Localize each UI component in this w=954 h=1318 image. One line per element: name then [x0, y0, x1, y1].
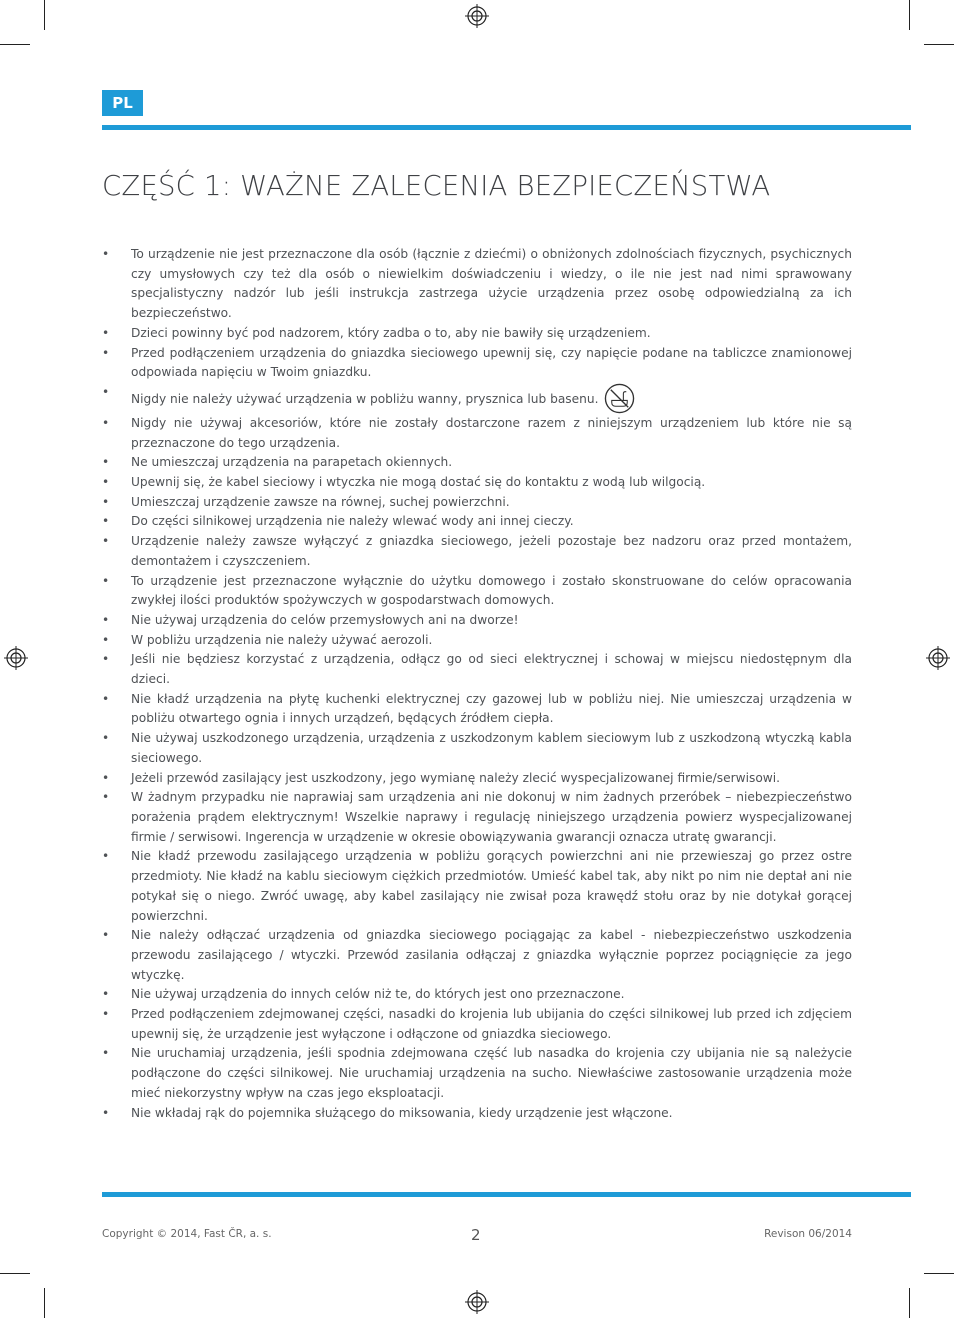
registration-mark-icon	[926, 646, 950, 670]
no-bath-icon	[604, 383, 635, 414]
list-item	[102, 245, 852, 324]
crop-mark	[909, 0, 910, 30]
bullet: •	[102, 928, 110, 943]
bullet: •	[102, 987, 110, 1002]
crop-mark	[0, 44, 30, 45]
list-item	[102, 493, 852, 513]
bullet: •	[102, 415, 110, 430]
list-item	[102, 690, 852, 729]
list-item-text: Jeśli nie będziesz korzystać z urządzenia, odłącz go od sieci elektrycznej i schowaj w miejscu niedostępnym dla dzieci.	[131, 652, 852, 687]
bullet: •	[102, 691, 110, 706]
bullet: •	[102, 475, 110, 490]
registration-mark-icon	[465, 1290, 489, 1314]
list-item-text: Urządzenie należy zawsze wyłączyć z gniazdka sieciowego, jeżeli pozostaje bez nadzoru oraz przed montażem, demontażem i czyszczeniem.	[131, 534, 852, 568]
bullet: •	[102, 455, 110, 470]
bullet: •	[102, 1105, 110, 1120]
header-rule	[102, 125, 911, 130]
list-item	[102, 572, 852, 611]
page-number: 2	[471, 1226, 481, 1244]
list-item-text: Nie kładź urządzenia na płytę kuchenki elektrycznej czy gazowej lub w pobliżu niej. Nie umieszczaj urządzenia w pobliżu otwartego ognia i innych urządzeń, będących źródłem ciepła.	[131, 691, 852, 726]
list-item	[102, 1104, 852, 1124]
list-item	[102, 847, 852, 926]
crop-mark	[44, 0, 45, 30]
copyright-text: Copyright © 2014, Fast ČR, a. s.	[102, 1228, 272, 1240]
list-item	[102, 453, 852, 473]
list-item-text: To urządzenie jest przeznaczone wyłącznie do użytku domowego i zostało skonstruowane do celów opracowania zwykłej ilości produktów spożywczych w gospodarstwach domowych.	[131, 573, 852, 608]
list-item-text: Dzieci powinny być pod nadzorem, który zadba o to, aby nie bawiły się urządzeniem.	[131, 325, 651, 340]
bullet: •	[102, 494, 110, 509]
list-item	[102, 611, 852, 631]
list-item-text: W żadnym przypadku nie naprawiaj sam urządzenia ani nie dokonuj w nim żadnych przeróbek – niebezpieczeństwo porażenia prądem elektrycznym! Wszelkie naprawy i regulację niniejszego urządzenia powierz wyspecjalizowanej firmie / serwisowi. Ingerencja w urządzenie w okresie obowiązywania gwarancji oznacza utratę gwarancji.	[131, 790, 852, 844]
bullet: •	[102, 770, 110, 785]
list-item-text: Nie uruchamiaj urządzenia, jeśli spodnia zdejmowana część lub nasadka do krojenia czy ubijania nie są należycie podłączone do części silnikowej. Nie uruchamiaj urządzenia na sucho. Niewłaściwe zastosowanie urządzenia może mieć niekorzystny wpływ na czas jego eksploatacji.	[131, 1046, 852, 1100]
list-item	[102, 1005, 852, 1044]
list-item-text: Nie kładź przewodu zasilającego urządzenia w pobliżu gorących powierzchni ani nie przewieszaj go przez ostre przedmioty. Nie kładź na kablu sieciowym ciężkich przedmiotów. Umieść kabel tak, aby nikt po nim nie deptał ani nie potykał się o niego. Zwróć uwagę, aby kabel zasilający nie zwisał poza krawędź stołu oraz by nie dotykał gorącej powierzchni.	[131, 849, 852, 923]
bullet: •	[102, 1046, 110, 1061]
bullet: •	[102, 534, 110, 549]
crop-mark	[909, 1288, 910, 1318]
list-item	[102, 650, 852, 689]
list-item	[102, 383, 852, 414]
footer-rule	[102, 1192, 911, 1197]
list-item-text: To urządzenie nie jest przeznaczone dla osób (łącznie z dziećmi) o obniżonych zdolnościach fizycznych, psychicznych czy umysłowych czy też dla osób o niewielkim doświadczeniu i wiedzy, o ile nie jest nad nimi sprawowany specjalistyczny nadzór lub jeśli instrukcja zastrzega użycie urządzenia przez osobę odpowiedzialną za ich bezpieczeństwo.	[131, 247, 852, 321]
bullet: •	[102, 573, 110, 588]
list-item	[102, 414, 852, 453]
list-item	[102, 1044, 852, 1103]
bullet: •	[102, 731, 110, 746]
list-item-text: W pobliżu urządzenia nie należy używać aerozoli.	[131, 632, 433, 647]
page-title: CZĘŚĆ 1: WAŻNE ZALECENIA BEZPIECZEŃSTWA	[102, 170, 771, 202]
bullet: •	[102, 247, 110, 261]
bullet: •	[102, 345, 110, 360]
list-item-text: Do części silnikowej urządzenia nie należy wlewać wody ani innej cieczy.	[131, 514, 574, 529]
bullet: •	[102, 514, 110, 529]
crop-mark	[924, 1273, 954, 1274]
bullet: •	[102, 632, 110, 647]
list-item-text: Nie używaj urządzenia do celów przemysłowych ani na dworze!	[131, 612, 519, 627]
bullet: •	[102, 849, 110, 864]
list-item-text: Nie wkładaj rąk do pojemnika służącego do miksowania, kiedy urządzenie jest włączone.	[131, 1105, 673, 1120]
registration-mark-icon	[4, 646, 28, 670]
list-item	[102, 729, 852, 768]
list-item	[102, 769, 852, 789]
bullet: •	[102, 325, 110, 340]
safety-list	[102, 245, 852, 1123]
list-item	[102, 512, 852, 532]
list-item-text: Nie używaj uszkodzonego urządzenia, urządzenia z uszkodzonym kablem sieciowym lub z uszkodzoną wtyczką kabla sieciowego.	[131, 731, 852, 765]
list-item	[102, 473, 852, 493]
crop-mark	[0, 1273, 30, 1274]
crop-mark	[924, 44, 954, 45]
bullet: •	[102, 1007, 110, 1022]
list-item-text: Nigdy nie należy używać urządzenia w pobliżu wanny, prysznica lub basenu.	[131, 391, 599, 406]
registration-mark-icon	[465, 4, 489, 28]
list-item-text: Ne umieszczaj urządzenia na parapetach okiennych.	[131, 455, 453, 470]
bullet: •	[102, 612, 110, 627]
bullet: •	[102, 384, 110, 399]
list-item-text: Jeżeli przewód zasilający jest uszkodzony, jego wymianę należy zlecić wyspecjalizowanej firmie/serwisowi.	[131, 770, 781, 785]
language-tab: PL	[102, 90, 143, 116]
list-item-text: Nie należy odłączać urządzenia od gniazdka sieciowego pociągając za kabel - niebezpieczeństwo uszkodzenia przewodu zasilającego / wtyczki. Przewód zasilania odłączaj z gniazdka wyłącznie poprzez pociągnięcie za jego wtyczkę.	[131, 928, 852, 982]
list-item-text: Nie używaj urządzenia do innych celów niż te, do których jest ono przeznaczone.	[131, 987, 625, 1002]
revision-text: Revison 06/2014	[764, 1228, 852, 1240]
list-item	[102, 324, 852, 344]
bullet: •	[102, 652, 110, 667]
list-item-text: Przed podłączeniem urządzenia do gniazdka sieciowego upewnij się, czy napięcie podane na tabliczce znamionowej odpowiada napięciu w Twoim gniazdku.	[131, 345, 852, 380]
list-item-text: Umieszczaj urządzenie zawsze na równej, suchej powierzchni.	[131, 494, 510, 509]
list-item-text: Upewnij się, że kabel sieciowy i wtyczka nie mogą dostać się do kontaktu z wodą lub wilgocią.	[131, 475, 706, 490]
list-item	[102, 532, 852, 571]
list-item	[102, 926, 852, 985]
list-item	[102, 631, 852, 651]
list-item	[102, 985, 852, 1005]
list-item	[102, 788, 852, 847]
list-item-text: Przed podłączeniem zdejmowanej części, nasadki do krojenia lub ubijania do części silnikowej lub przed ich zdjęciem upewnij się, że urządzenie jest wyłączone i odłączone od gniazdka sieciowego.	[131, 1007, 852, 1041]
bullet: •	[102, 790, 110, 805]
list-item-text: Nigdy nie używaj akcesoriów, które nie zostały dostarczone razem z niniejszym urządzeniem lub które nie są przeznaczone do tego urządzenia.	[131, 415, 852, 450]
crop-mark	[44, 1288, 45, 1318]
list-item	[102, 344, 852, 383]
